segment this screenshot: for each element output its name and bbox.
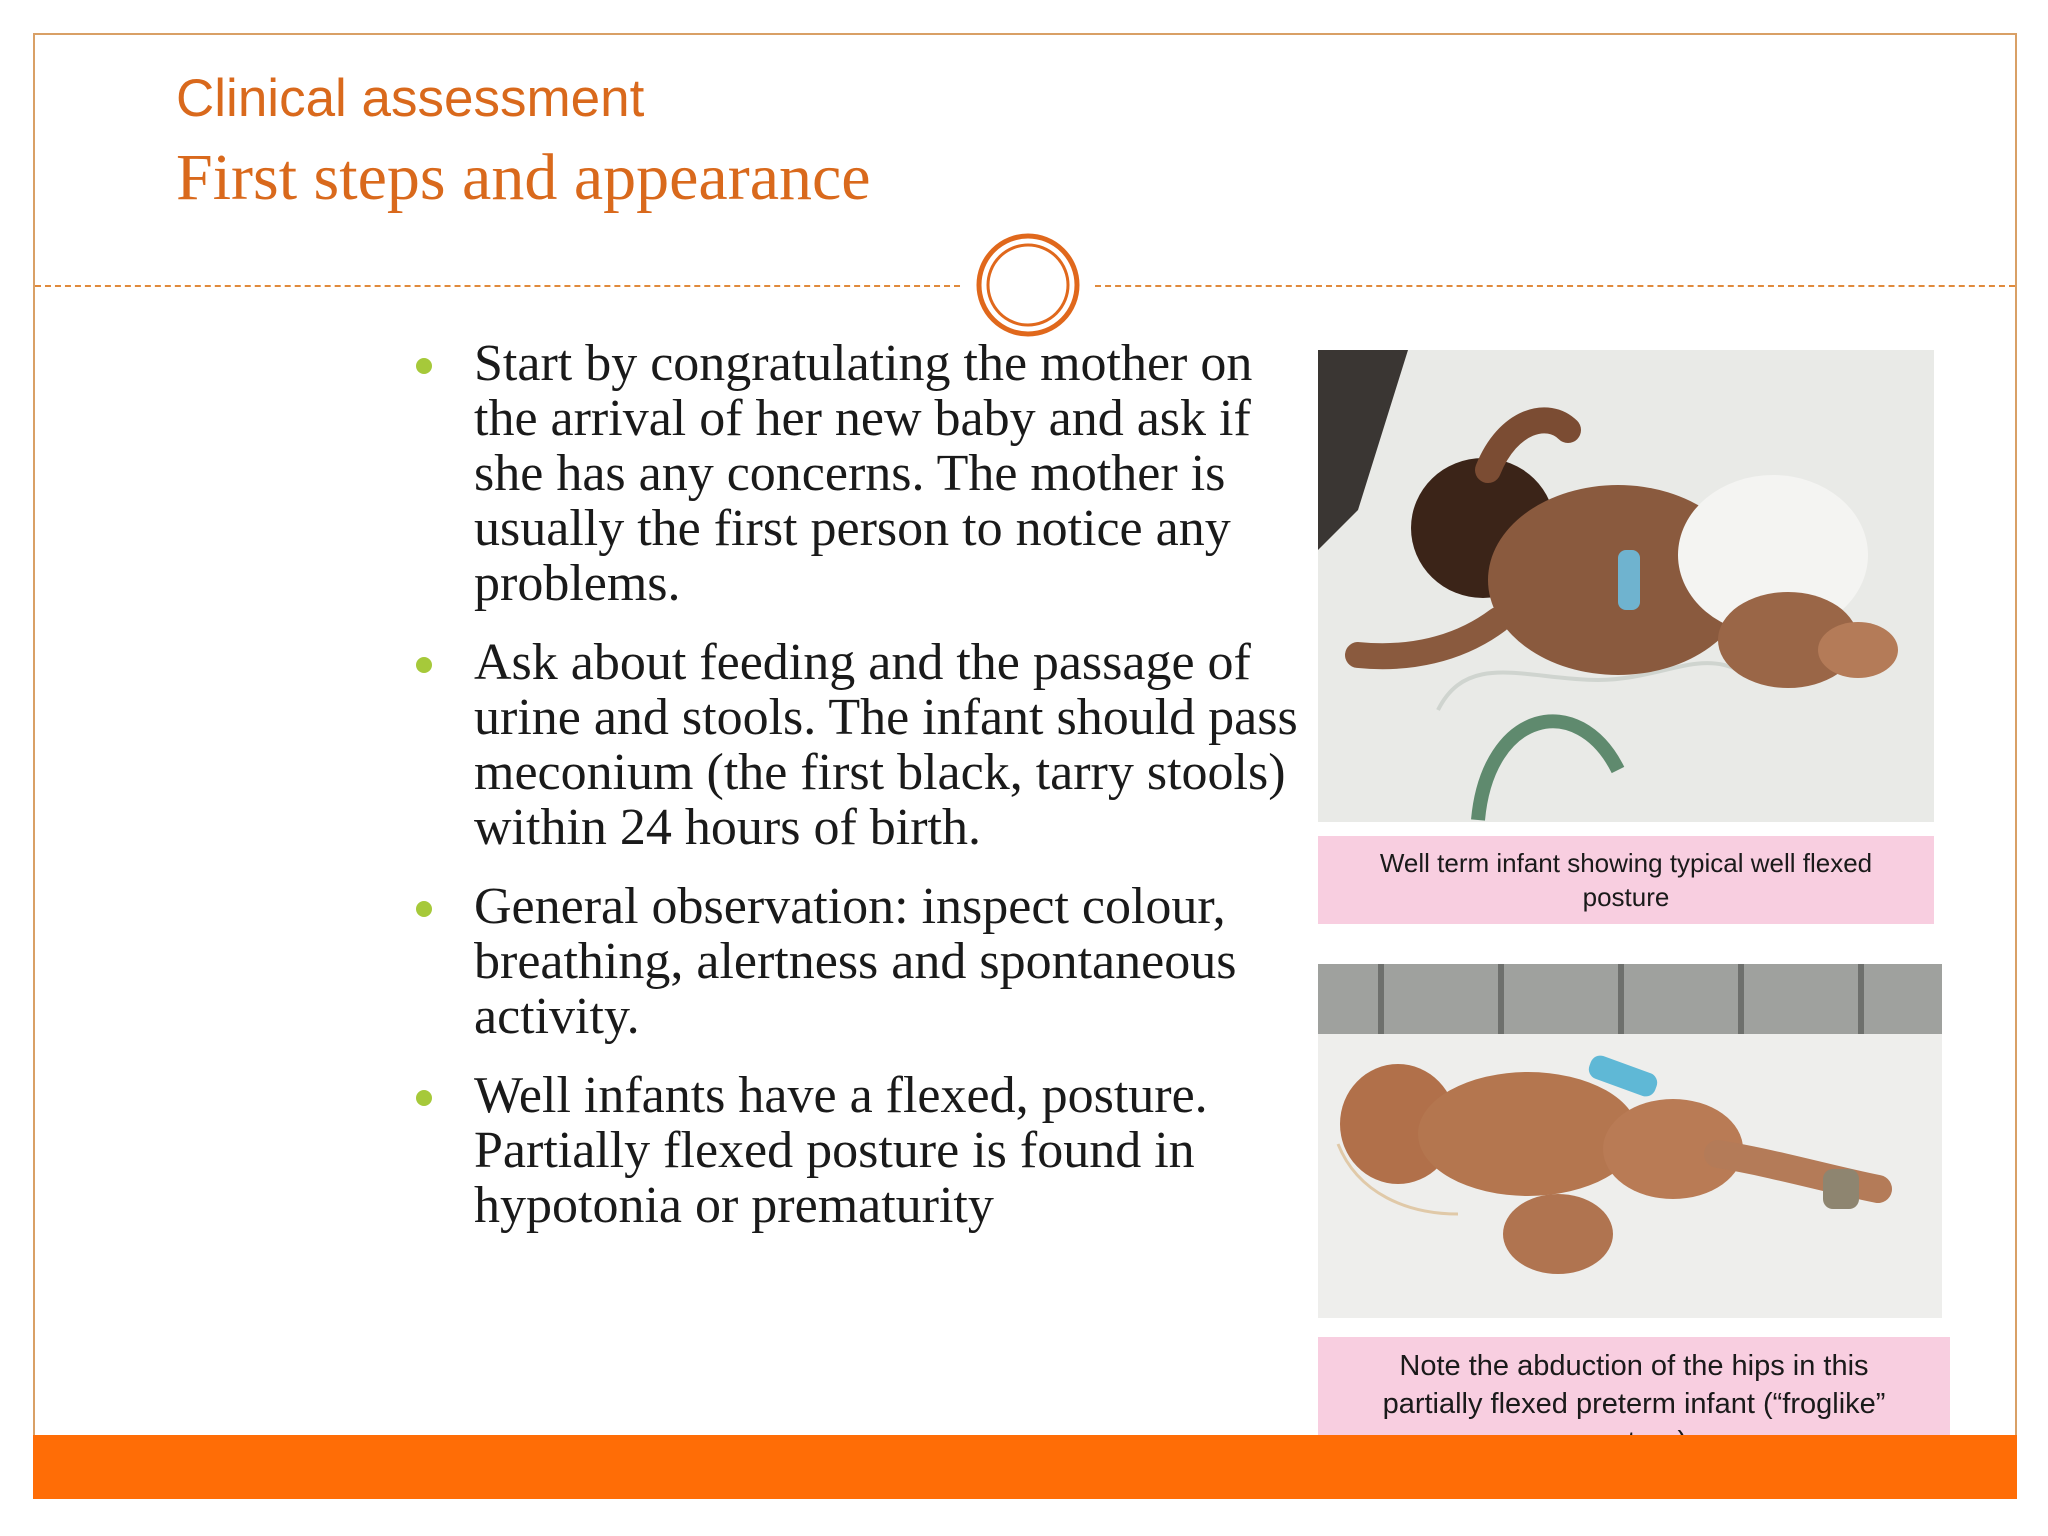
bullet-list — [410, 336, 1310, 1257]
header-divider-left — [35, 285, 960, 287]
bullet-dot-icon — [416, 1090, 432, 1106]
bullet-item — [410, 879, 1310, 1044]
preterm-infant-photo — [1318, 964, 1942, 1318]
term-infant-illustration — [1318, 350, 1934, 822]
bullet-dot-icon — [416, 657, 432, 673]
bullet-text: Ask about feeding and the passage of urine and stools. The infant should pass meconium (the first black, tarry stools) within 24 hours of birth. — [474, 634, 1298, 856]
header-divider-right — [1095, 285, 2015, 287]
slide-title: First steps and appearance — [176, 141, 871, 214]
figure-caption: Note the abduction of the hips in this partially flexed preterm infant (“froglike” — [1318, 1337, 1950, 1471]
ring-ornament-icon — [975, 232, 1081, 338]
preterm-infant-illustration — [1318, 964, 1942, 1318]
bullet-item — [410, 635, 1310, 855]
bullet-item — [410, 336, 1310, 611]
bullet-text: General observation: inspect colour, breathing, alertness and spontaneous activity. — [474, 878, 1237, 1045]
slide-subtitle: Clinical assessment — [176, 69, 645, 128]
bullet-text: Start by congratulating the mother on the arrival of her new baby and ask if she has any concerns. The mother is usually the first person to notice any problems. — [474, 335, 1253, 612]
bullet-dot-icon — [416, 901, 432, 917]
figure-caption: Well term infant showing typical well flexed posture — [1318, 836, 1934, 924]
term-infant-photo — [1318, 350, 1934, 822]
bullet-text: Well infants have a flexed, posture. Partially flexed posture is found in hypotonia or prematurity — [474, 1067, 1208, 1234]
bullet-dot-icon — [416, 358, 432, 374]
bullet-item — [410, 1068, 1310, 1233]
footer-bar — [33, 1435, 2017, 1499]
